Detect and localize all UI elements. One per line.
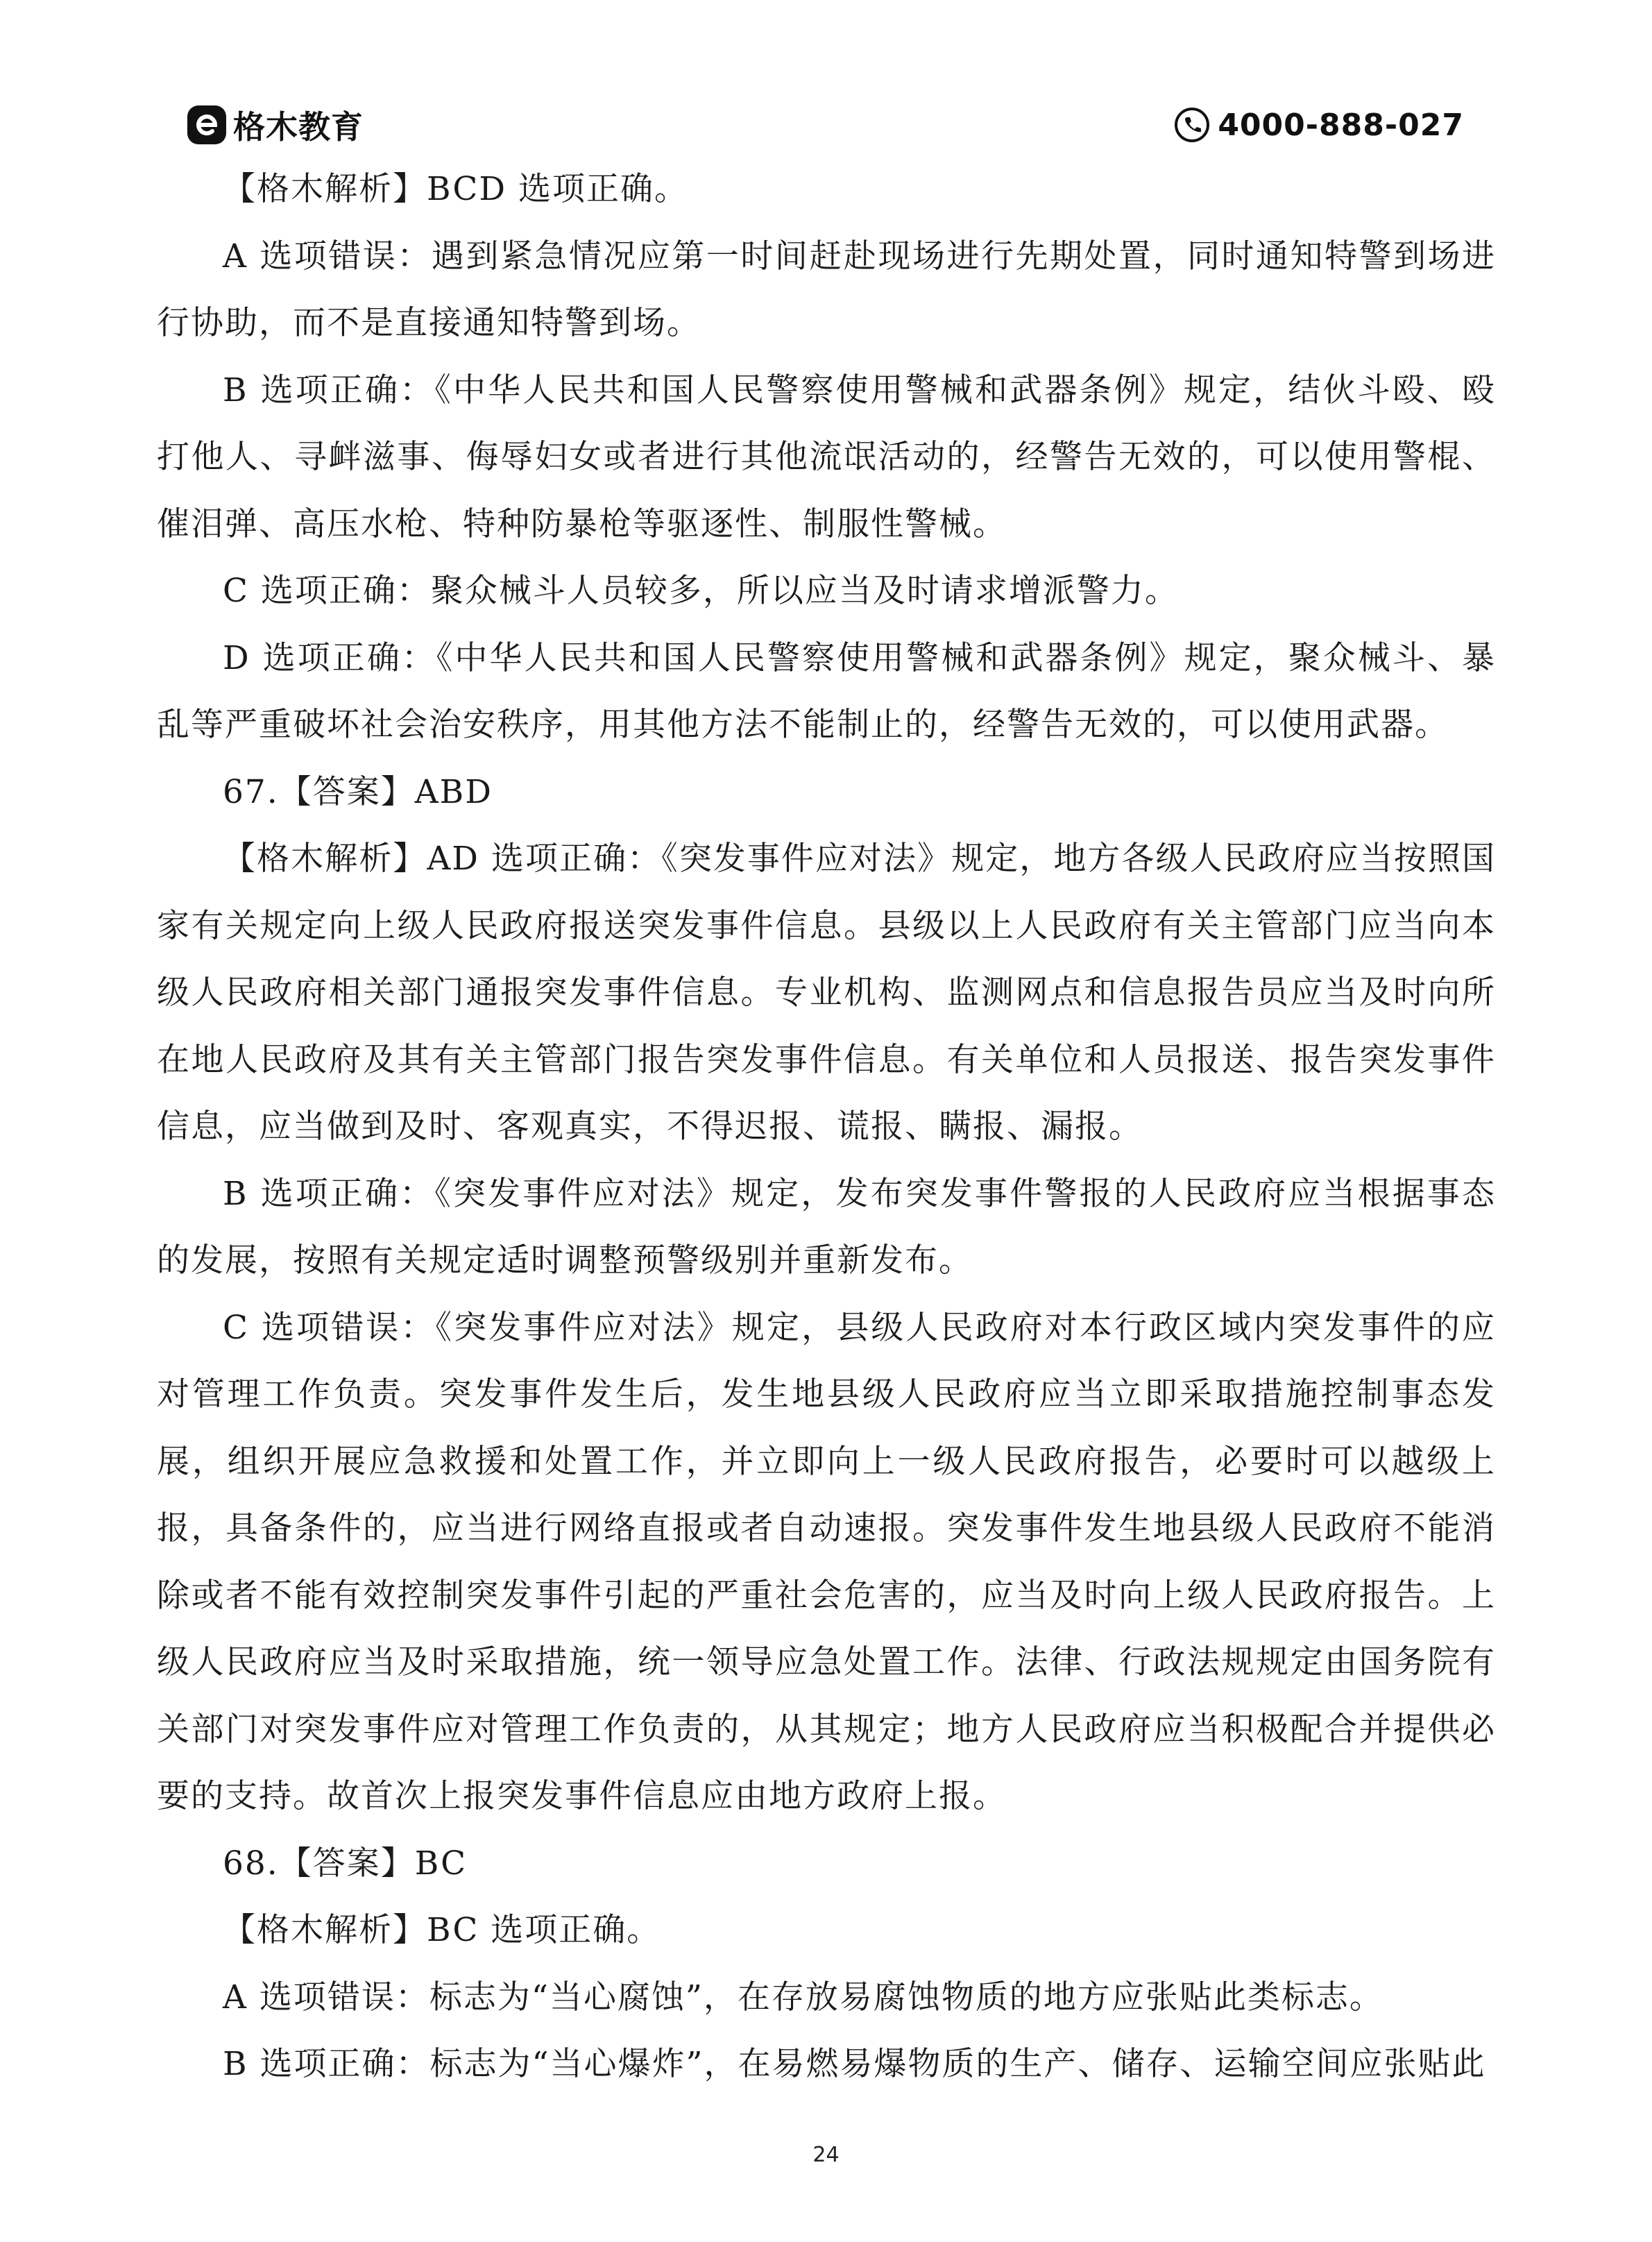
page-header xyxy=(187,97,1464,153)
paragraph: 【格木解析】BCD 选项正确。 xyxy=(223,170,688,208)
paragraph: C 选项正确：聚众械斗人员较多，所以应当及时请求增派警力。 xyxy=(223,572,1179,610)
document-body xyxy=(157,156,1496,2098)
paragraph: B 选项正确：标志为“当心爆炸”，在易燃易爆物质的生产、储存、运输空间应张贴此 xyxy=(223,2045,1486,2083)
paragraph: 【格木解析】BC 选项正确。 xyxy=(223,1911,661,1949)
answer-heading: 67.【答案】ABD xyxy=(223,772,493,811)
logo-text: 格木教育 xyxy=(233,108,364,146)
logo-e-icon xyxy=(187,105,226,144)
phone-icon xyxy=(1173,106,1211,144)
paragraph: B 选项正确：《突发事件应对法》规定，发布突发事件警报的人民政府应当根据事态的发展，按照有关规定适时调整预警级别并重新发布。 xyxy=(157,1174,1496,1280)
phone-number: 4000-888-027 xyxy=(1218,107,1464,143)
logo xyxy=(187,103,364,147)
paragraph: B 选项正确：《中华人民共和国人民警察使用警械和武器条例》规定，结伙斗殴、殴打他人、寻衅滋事、侮辱妇女或者进行其他流氓活动的，经警告无效的，可以使用警棍、催泪弹、高压水枪、特种防暴枪等驱逐性、制服性警械。 xyxy=(157,371,1496,543)
paragraph: D 选项正确：《中华人民共和国人民警察使用警械和武器条例》规定，聚众械斗、暴乱等严重破坏社会治安秩序，用其他方法不能制止的，经警告无效的，可以使用武器。 xyxy=(157,638,1496,744)
paragraph: C 选项错误：《突发事件应对法》规定，县级人民政府对本行政区域内突发事件的应对管理工作负责。突发事件发生后，发生地县级人民政府应当立即采取措施控制事态发展，组织开展应急救援和处置工作，并立即向上一级人民政府报告，必要时可以越级上报，具备条件的，应当进行网络直报或者自动速报。突发事件发生地县级人民政府不能消除或者不能有效控制突发事件引起的严重社会危害的，应当及时向上级人民政府报告。上级人民政府应当及时采取措施，统一领导应急处置工作。法律、行政法规规定由国务院有关部门对突发事件应对管理工作负责的，从其规定；地方人民政府应当积极配合并提供必要的支持。故首次上报突发事件信息应由地方政府上报。 xyxy=(157,1308,1496,1815)
answer-heading: 68.【答案】BC xyxy=(223,1844,468,1883)
paragraph: 【格木解析】AD 选项正确：《突发事件应对法》规定，地方各级人民政府应当按照国家有关规定向上级人民政府报送突发事件信息。县级以上人民政府有关主管部门应当向本级人民政府相关部门通报突发事件信息。专业机构、监测网点和信息报告员应当及时向所在地人民政府及其有关主管部门报告突发事件信息。有关单位和人员报送、报告突发事件信息，应当做到及时、客观真实，不得迟报、谎报、瞒报、漏报。 xyxy=(157,840,1496,1146)
paragraph: A 选项错误：标志为“当心腐蚀”，在存放易腐蚀物质的地方应张贴此类标志。 xyxy=(223,1978,1383,2016)
page-number: 24 xyxy=(812,2143,840,2167)
phone-contact xyxy=(1173,103,1464,147)
paragraph: A 选项错误：遇到紧急情况应第一时间赶赴现场进行先期处置，同时通知特警到场进行协助，而不是直接通知特警到场。 xyxy=(157,237,1496,342)
